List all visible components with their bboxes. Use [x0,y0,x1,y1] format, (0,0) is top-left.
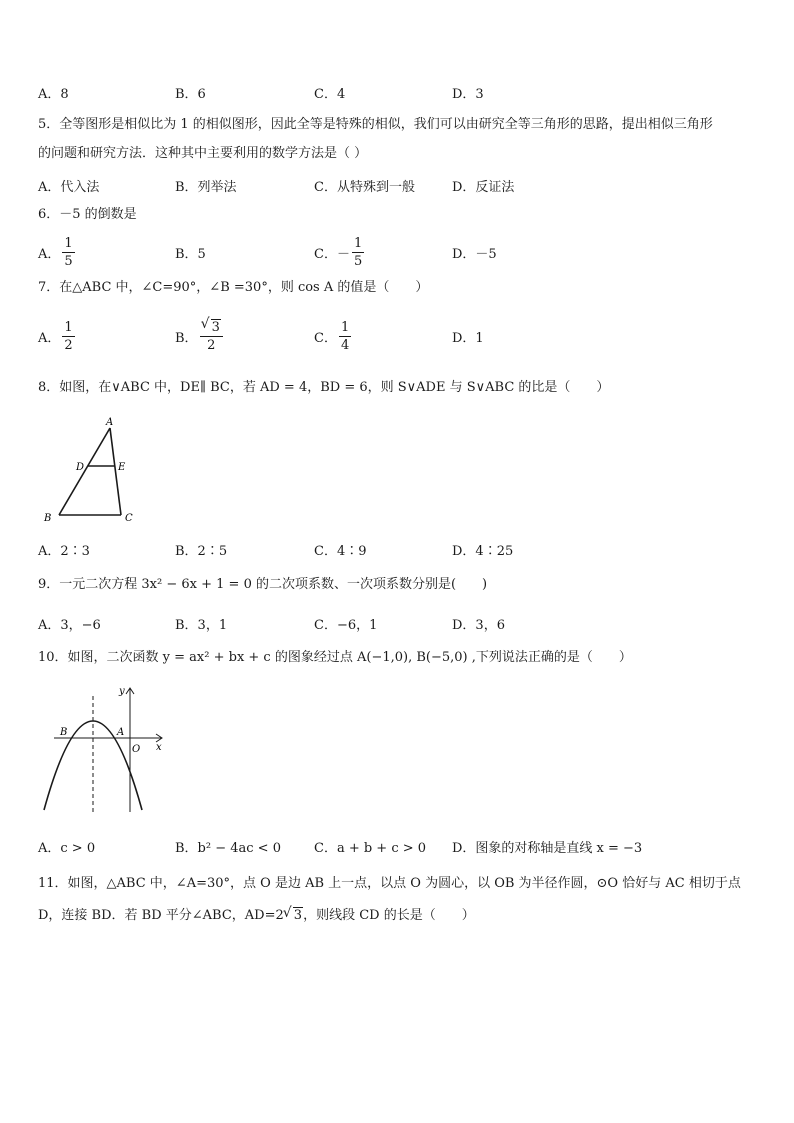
q8-label-d: D [76,462,85,473]
q10-parabola-figure [38,682,178,818]
q9-option-b[interactable]: B．3，1 [175,617,228,633]
q10-label-x: x [156,742,162,753]
q6-option-d[interactable]: D．－5 [452,246,497,262]
q11-stem-line1: 11．如图，△ABC 中，∠A=30°，点 O 是边 AB 上一点，以点 O 为圆心，以 OB 为半径作圆，⊙O 恰好与 AC 相切于点 [38,876,741,891]
q8-options [38,539,758,559]
q7-c-num: 1 [340,319,350,335]
q5-option-c[interactable]: C．从特殊到一般 [314,179,415,195]
q10-option-c[interactable]: C．a + b + c > 0 [314,840,427,856]
q8-label-c: C [125,513,133,524]
q8-side-ab [59,428,110,515]
q9-option-d[interactable]: D．3，6 [452,617,505,633]
q9-option-a[interactable]: A．3，−6 [38,617,101,633]
q7-b-root: 3 [211,319,220,335]
q6-a-num: 1 [64,235,73,251]
q7-c-den: 4 [340,337,350,353]
q7-a-prefix: A． [38,330,61,346]
q7-a-num: 1 [64,319,73,335]
q10-label-b: B [60,727,68,738]
q6-a-den: 5 [64,253,73,269]
q5-option-b[interactable]: B．列举法 [175,179,237,195]
q7-b-prefix: B． [175,330,198,346]
q8-label-b: B [44,513,52,524]
q10-stem: 10．如图，二次函数 y = ax² + bx + c 的图象经过点 A(−1,0), B(−5,0) ,下列说法正确的是（ ） [38,650,632,665]
q11-sqrt [284,907,303,925]
q6-option-b[interactable]: B．5 [175,246,206,262]
q11-stem-line2 [38,907,475,925]
q11-line2-post: ，则线段 CD 的长是（ ） [303,908,475,923]
q11-root: 3 [293,908,303,923]
q10-label-o: O [132,744,141,755]
q6-option-c[interactable] [314,232,366,272]
q8-option-b[interactable]: B．2∶5 [175,543,228,559]
q6-c-prefix: C．－ [314,246,350,262]
q9-option-c[interactable]: C．−6，1 [314,617,378,633]
q4-option-a[interactable]: A．8 [38,86,69,102]
q5-options [38,175,758,195]
q6-option-a[interactable] [38,232,77,272]
q11-line2-pre: D，连接 BD．若 BD 平分∠ABC，AD=2 [38,908,284,923]
q10-option-b[interactable]: B．b² − 4ac < 0 [175,840,281,856]
q7-stem: 7．在△ABC 中，∠C=90°，∠B =30°，则 cos A 的值是（ ） [38,280,429,295]
q10-option-a[interactable]: A．c > 0 [38,840,96,856]
q4-options [38,82,758,102]
q6-options [38,232,758,272]
q7-b-num [200,320,223,337]
q5-stem-line2: 的问题和研究方法．这种其中主要利用的数学方法是（ ） [38,146,368,161]
q6-a-fraction [62,236,74,269]
q8-triangle-figure [38,414,148,528]
q7-b-fraction [200,320,223,353]
q8-option-a[interactable]: A．2∶3 [38,543,90,559]
q7-option-b[interactable] [175,316,225,356]
q7-a-den: 2 [64,337,73,353]
q7-b-sqrt [202,320,221,335]
q7-a-fraction [62,320,74,353]
q10-label-a: A [117,727,125,738]
q4-option-b[interactable]: B．6 [175,86,206,102]
q4-option-c[interactable]: C．4 [314,86,346,102]
q9-stem: 9．一元二次方程 3x² − 6x + 1 = 0 的二次项系数、一次项系数分别是( ) [38,577,488,592]
q6-stem: 6．－5 的倒数是 [38,207,137,222]
q4-option-d[interactable]: D．3 [452,86,484,102]
q8-option-d[interactable]: D．4∶25 [452,543,514,559]
q8-stem: 8．如图，在∨ABC 中，DE∥ BC，若 AD = 4，BD = 6，则 S∨ADE 与 S∨ABC 的比是（ ） [38,380,610,395]
q6-c-den: 5 [353,253,363,269]
q7-b-den: 2 [207,337,216,353]
q8-label-e: E [118,462,126,473]
q8-option-c[interactable]: C．4∶9 [314,543,367,559]
q10-label-y: y [119,686,125,697]
q9-options [38,613,758,633]
q6-c-fraction [352,236,364,269]
q5-stem-line1: 5．全等图形是相似比为 1 的相似图形，因此全等是特殊的相似，我们可以由研究全等三角形的思路，提出相似三角形 [38,117,713,132]
q5-option-d[interactable]: D．反证法 [452,179,515,195]
q7-option-a[interactable] [38,316,77,356]
q5-option-a[interactable]: A．代入法 [38,179,100,195]
q7-option-d[interactable]: D．1 [452,330,484,346]
q7-c-fraction [339,320,351,353]
q7-c-prefix: C． [314,330,337,346]
q7-options [38,316,758,356]
q6-a-prefix: A． [38,246,61,262]
q10-options [38,836,758,856]
q6-c-num: 1 [353,235,363,251]
q10-option-d[interactable]: D．图象的对称轴是直线 x = −3 [452,840,643,856]
q7-option-c[interactable] [314,316,353,356]
q8-label-a: A [106,417,114,428]
